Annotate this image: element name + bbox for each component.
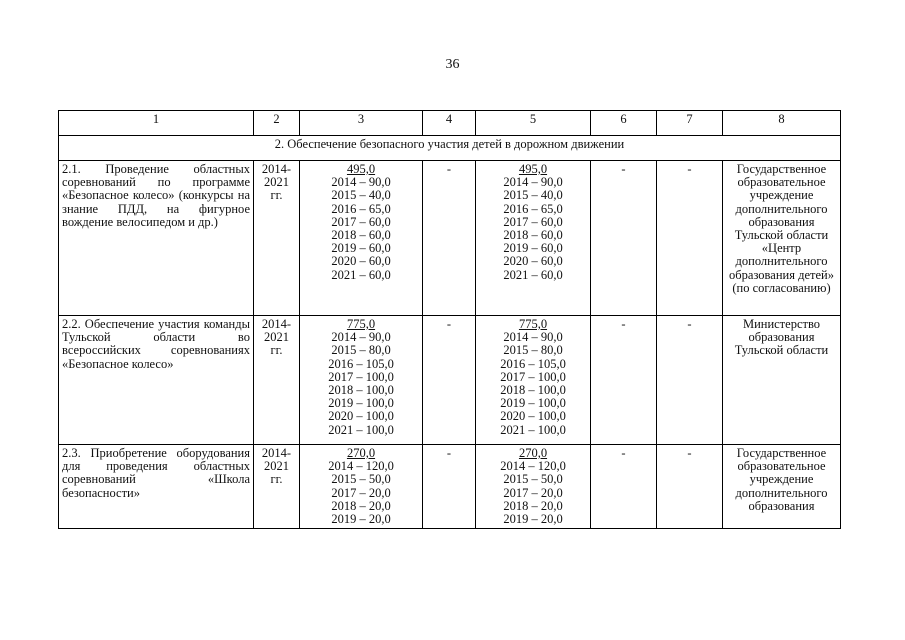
col6-cell: - [591,161,657,316]
executor-cell: Государственное образовательное учреждение дополнительного образования Тульской области «Центр дополнительного образования детей» (по согласованию) [723,161,841,316]
col6-cell: - [591,316,657,445]
year-value: 2016 – 65,0 [331,201,391,216]
funding-source-cell [476,161,591,316]
total-value: 495,0 [518,162,548,176]
total-value: 775,0 [346,317,376,331]
total-funding-cell [300,445,423,529]
year-value: 2019 – 100,0 [500,396,566,411]
col7-cell: - [657,445,723,529]
year-value: 2018 – 100,0 [500,383,566,398]
year-value: 2020 – 100,0 [500,409,566,424]
year-value: 2021 – 60,0 [331,267,391,282]
header-cell-2: 2 [254,111,300,136]
year-value: 2014 – 120,0 [500,459,566,474]
year-value: 2015 – 40,0 [503,188,563,203]
year-value: 2021 – 100,0 [500,422,566,437]
year-value: 2017 – 20,0 [503,485,563,500]
executor-cell: Министерство образования Тульской области [723,316,841,445]
year-value: 2014 – 90,0 [331,175,391,190]
col6-cell: - [591,445,657,529]
col4-cell: - [423,445,476,529]
year-value: 2017 – 100,0 [328,369,394,384]
header-cell-7: 7 [657,111,723,136]
year-value: 2017 – 60,0 [503,214,563,229]
funding-source-cell [476,445,591,529]
total-value: 495,0 [346,162,376,176]
total-funding-cell [300,161,423,316]
year-value: 2019 – 60,0 [331,241,391,256]
header-cell-8: 8 [723,111,841,136]
year-value: 2021 – 100,0 [328,422,394,437]
measure-name: 2.2. Обеспечение участия команды Тульской области во всероссийских соревнованиях «Безопасное колесо» [59,316,254,445]
year-value: 2015 – 40,0 [331,188,391,203]
year-value: 2016 – 105,0 [500,356,566,371]
funding-source-cell [476,316,591,445]
measure-name: 2.3. Приобретение оборудования для проведения областных соревнований «Школа безопасности» [59,445,254,529]
year-value: 2016 – 65,0 [503,201,563,216]
total-value: 270,0 [346,446,376,460]
year-value: 2019 – 60,0 [503,241,563,256]
year-value: 2019 – 20,0 [331,512,391,527]
col4-cell: - [423,316,476,445]
total-value: 775,0 [518,317,548,331]
year-value: 2018 – 20,0 [503,498,563,513]
year-value: 2018 – 100,0 [328,383,394,398]
total-funding-cell [300,316,423,445]
year-value: 2014 – 90,0 [331,330,391,345]
period-cell: 2014-2021 гг. [254,316,300,445]
year-value: 2014 – 90,0 [503,330,563,345]
header-cell-6: 6 [591,111,657,136]
total-value: 270,0 [518,446,548,460]
period-cell: 2014-2021 гг. [254,161,300,316]
year-value: 2017 – 60,0 [331,214,391,229]
year-value: 2020 – 60,0 [331,254,391,269]
table-row [59,161,841,316]
header-cell-1: 1 [59,111,254,136]
year-value: 2015 – 80,0 [331,343,391,358]
program-table [58,110,841,529]
year-value: 2018 – 20,0 [331,498,391,513]
table-row [59,445,841,529]
year-value: 2019 – 20,0 [503,512,563,527]
period-cell: 2014-2021 гг. [254,445,300,529]
col7-cell: - [657,161,723,316]
year-value: 2014 – 120,0 [328,459,394,474]
header-row [59,111,841,136]
year-value: 2015 – 80,0 [503,343,563,358]
section-row [59,136,841,161]
section-title: 2. Обеспечение безопасного участия детей в дорожном движении [59,136,841,161]
year-value: 2015 – 50,0 [503,472,563,487]
year-value: 2015 – 50,0 [331,472,391,487]
year-value: 2014 – 90,0 [503,175,563,190]
header-cell-3: 3 [300,111,423,136]
year-value: 2017 – 20,0 [331,485,391,500]
header-cell-4: 4 [423,111,476,136]
year-value: 2019 – 100,0 [328,396,394,411]
measure-name: 2.1. Проведение областных соревнований по программе «Безопасное колесо» (конкурсы на знание ПДД, на фигурное вождение велосипедом и др.) [59,161,254,316]
year-value: 2017 – 100,0 [500,369,566,384]
year-value: 2020 – 100,0 [328,409,394,424]
col7-cell: - [657,316,723,445]
col4-cell: - [423,161,476,316]
page-number: 36 [445,57,460,72]
year-value: 2020 – 60,0 [503,254,563,269]
executor-cell: Государственное образовательное учреждение дополнительного образования [723,445,841,529]
table-row [59,316,841,445]
header-cell-5: 5 [476,111,591,136]
year-value: 2018 – 60,0 [331,228,391,243]
year-value: 2021 – 60,0 [503,267,563,282]
year-value: 2018 – 60,0 [503,228,563,243]
year-value: 2016 – 105,0 [328,356,394,371]
